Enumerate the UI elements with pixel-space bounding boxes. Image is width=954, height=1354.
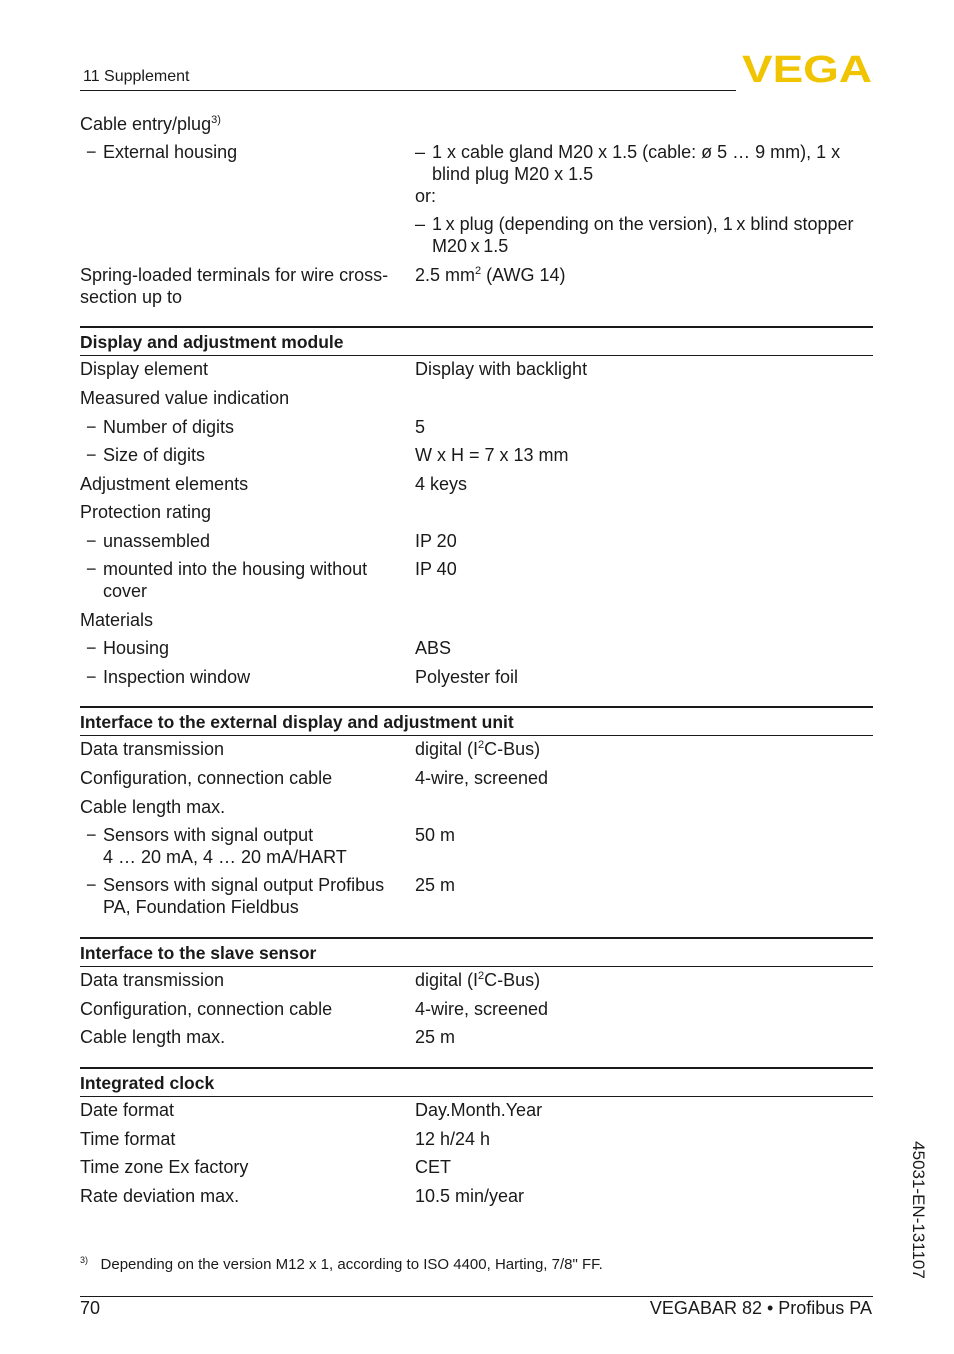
ext-sensors-420-label: − Sensors with signal output 4 … 20 mA, 4 … 20 mA/HART <box>86 825 347 867</box>
section-rule-bottom <box>80 966 873 967</box>
materials-label: Materials <box>80 610 154 630</box>
protection-rating-label: Protection rating <box>80 502 212 522</box>
ext-cable-length-label: Cable length max. <box>80 797 226 817</box>
ext-sensors-profibus-label: − Sensors with signal output Profibus PA, Foundation Fieldbus <box>86 875 385 917</box>
vega-logo <box>742 52 872 84</box>
ext-sensors-profibus-value: 25 m <box>415 875 456 895</box>
section-title-display-module: Display and adjustment module <box>80 332 344 352</box>
mounted-label: − mounted into the housing without cover <box>86 559 368 601</box>
document-code: 45031-EN-131107 <box>909 1141 928 1279</box>
spring-terminals-value: 2.5 $mm^2$ (AWG 14) <box>415 265 566 285</box>
slave-config-cable-value: 4-wire, screened <box>415 999 549 1019</box>
footer-rule <box>80 1296 873 1297</box>
date-format-label: Date format <box>80 1100 175 1120</box>
running-header: 11 Supplement <box>83 68 190 85</box>
unassembled-label: − unassembled <box>86 531 211 551</box>
adjustment-elements-value: 4 keys <box>415 474 468 494</box>
header-rule <box>80 90 736 91</box>
measured-value-label: Measured value indication <box>80 388 290 408</box>
product-name: VEGABAR 82 • Profibus PA <box>649 1298 872 1318</box>
time-format-value: 12 h/24 h <box>415 1129 491 1149</box>
ext-data-transmission-label: Data transmission <box>80 739 225 759</box>
section-rule-top <box>80 1067 873 1069</box>
size-digits-value: W x H = 7 x 13 mm <box>415 445 569 465</box>
external-housing-opt1: – 1 x cable gland M20 x 1.5 (cable: ø 5 … 9 mm), 1 x blind plug M20 x 1.5 or: <box>415 142 841 206</box>
display-element-label: Display element <box>80 359 209 379</box>
rate-deviation-value: 10.5 min/year <box>415 1186 525 1206</box>
number-digits-value: 5 <box>415 417 426 437</box>
slave-cable-length-value: 25 m <box>415 1027 456 1047</box>
unassembled-value: IP 20 <box>415 531 457 551</box>
rate-deviation-label: Rate deviation max. <box>80 1186 240 1206</box>
section-rule-bottom <box>80 1096 873 1097</box>
date-format-value: Day.Month.Year <box>415 1100 543 1120</box>
inspection-window-value: Polyester foil <box>415 667 519 687</box>
ext-config-cable-label: Configuration, connection cable <box>80 768 333 788</box>
spring-terminals-label: Spring-loaded terminals for wire cross- section up to <box>80 265 389 307</box>
ext-config-cable-value: 4-wire, screened <box>415 768 549 788</box>
inspection-window-label: − Inspection window <box>86 667 251 687</box>
page-number: 70 <box>80 1298 101 1318</box>
mounted-value: IP 40 <box>415 559 457 579</box>
section-rule-top <box>80 937 873 939</box>
section-title-external-interface: Interface to the external display and adjustment unit <box>80 712 514 732</box>
slave-cable-length-label: Cable length max. <box>80 1027 226 1047</box>
time-zone-value: CET <box>415 1157 451 1177</box>
section-rule-bottom <box>80 355 873 356</box>
section-rule-top <box>80 706 873 708</box>
display-element-value: Display with backlight <box>415 359 588 379</box>
housing-value: ABS <box>415 638 452 658</box>
section-title-clock: Integrated clock <box>80 1073 215 1093</box>
housing-label: − Housing <box>86 638 170 658</box>
cable-entry-label: Cable entry/plug$^{3)}$ <box>80 114 221 134</box>
time-zone-label: Time zone Ex factory <box>80 1157 249 1177</box>
logo-text: VEGA <box>742 52 872 84</box>
slave-config-cable-label: Configuration, connection cable <box>80 999 333 1019</box>
number-digits-label: − Number of digits <box>86 417 235 437</box>
external-housing-label: − External housing <box>86 142 238 162</box>
slave-data-transmission-value: digital $(I^2C-Bus)$ <box>415 970 541 990</box>
time-format-label: Time format <box>80 1129 176 1149</box>
adjustment-elements-label: Adjustment elements <box>80 474 249 494</box>
section-title-slave-sensor: Interface to the slave sensor <box>80 943 317 963</box>
ext-sensors-420-value: 50 m <box>415 825 456 845</box>
footnote: $^{3)}$ Depending on the version M12 x 1, according to ISO 4400, Harting, 7/8" FF. <box>80 1255 603 1273</box>
size-digits-label: − Size of digits <box>86 445 206 465</box>
section-rule-bottom <box>80 735 873 736</box>
external-housing-opt2: – 1 x plug (depending on the version), 1 x blind stopper M20 x 1.5 <box>415 214 854 256</box>
slave-data-transmission-label: Data transmission <box>80 970 225 990</box>
ext-data-transmission-value: digital $(I^2C-Bus)$ <box>415 739 541 759</box>
section-rule-top <box>80 326 873 328</box>
